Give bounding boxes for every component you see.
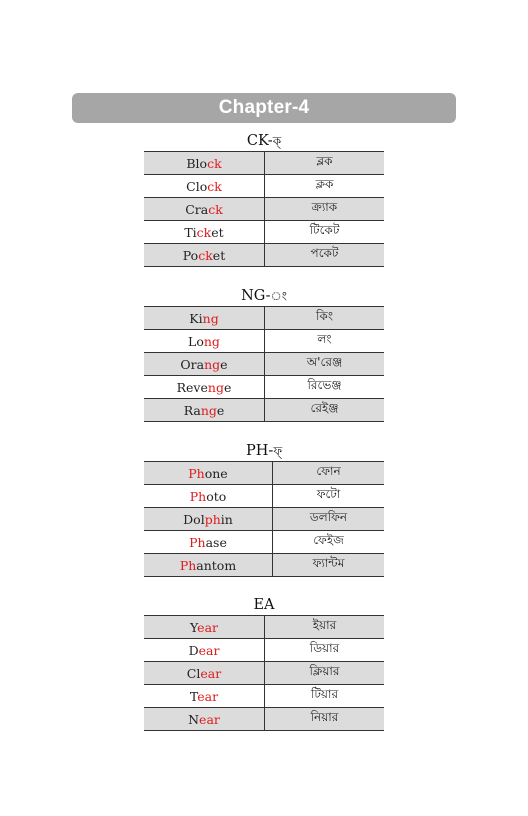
highlighted-letters: ck (207, 178, 222, 194)
bangla-pronunciation: ফ্যান্টম (273, 554, 385, 577)
bangla-pronunciation: ইয়ার (265, 616, 385, 639)
highlighted-letters: ng (203, 333, 220, 349)
bangla-pronunciation: কিং (265, 307, 385, 330)
table-row (144, 330, 384, 353)
highlighted-letters: Ph (188, 465, 205, 481)
word-part: Reve (176, 379, 208, 395)
word-part: D (188, 642, 199, 658)
word-part: Clo (186, 178, 208, 194)
section-ng (144, 286, 384, 422)
table-row (144, 152, 384, 175)
word-part: Dol (183, 511, 205, 527)
table-row (144, 462, 384, 485)
highlighted-letters: ear (197, 688, 219, 704)
section-title (144, 595, 384, 615)
bangla-pronunciation: ক্লিয়ার (265, 662, 385, 685)
chapter-title: Chapter-4 (218, 97, 310, 118)
section-title-en: EA (253, 597, 275, 613)
highlighted-letters: Ph (179, 557, 197, 573)
word-table (144, 151, 384, 267)
table-row (144, 244, 384, 267)
bangla-pronunciation: রিভেঞ্জ (265, 376, 385, 399)
table-row (144, 307, 384, 330)
word-table (144, 615, 384, 731)
table-row (144, 685, 384, 708)
word-part: e (223, 379, 232, 395)
section-title-en: NG- (241, 288, 271, 304)
table-row (144, 485, 384, 508)
table-row (144, 198, 384, 221)
highlighted-letters: ph (204, 511, 221, 527)
word-part: Ti (184, 224, 197, 240)
section-title (144, 441, 384, 461)
highlighted-letters: Ph (189, 534, 206, 550)
table-row (144, 639, 384, 662)
chapter-header-bar (72, 93, 456, 123)
section-ph (144, 441, 384, 577)
word-part: Cra (185, 201, 209, 217)
table-row (144, 708, 384, 731)
section-ea (144, 595, 384, 731)
table-row (144, 175, 384, 198)
highlighted-letters: ng (204, 356, 221, 372)
bangla-pronunciation: লং (265, 330, 385, 353)
word-part: Ra (183, 402, 201, 418)
word-part: N (188, 711, 200, 727)
word-part: one (204, 465, 228, 481)
word-table (144, 306, 384, 422)
word-part: in (220, 511, 233, 527)
word-part: Y (190, 619, 198, 635)
highlighted-letters: ear (197, 619, 218, 635)
word-part: oto (206, 488, 227, 504)
section-title-bn: ং (270, 289, 287, 303)
bangla-pronunciation: পকেট (265, 244, 385, 267)
table-row (144, 376, 384, 399)
highlighted-letters: ng (200, 402, 217, 418)
bangla-pronunciation: অ'রেঞ্জ (265, 353, 385, 376)
highlighted-letters: ear (200, 665, 222, 681)
word-part: e (220, 356, 228, 372)
table-row (144, 616, 384, 639)
highlighted-letters: ck (208, 201, 223, 217)
word-part: Lo (188, 333, 204, 349)
table-row (144, 221, 384, 244)
section-title-bn: ফ্ (273, 444, 282, 458)
highlighted-letters: ck (207, 155, 222, 171)
word-part: Blo (186, 155, 208, 171)
word-part: et (212, 247, 226, 263)
word-part: Cl (186, 665, 201, 681)
bangla-pronunciation: ক্র্যাক (265, 198, 385, 221)
bangla-pronunciation: ডলফিন (273, 508, 385, 531)
highlighted-letters: ear (199, 711, 220, 727)
highlighted-letters: Ph (189, 488, 207, 504)
bangla-pronunciation: ফোন (273, 462, 385, 485)
highlighted-letters: ng (202, 310, 219, 326)
bangla-pronunciation: ফেইজ (273, 531, 385, 554)
highlighted-letters: ear (198, 642, 220, 658)
table-row (144, 399, 384, 422)
section-title-bn: ক্ (272, 134, 282, 148)
word-part: T (189, 688, 198, 704)
section-ck (144, 131, 384, 267)
word-part: et (211, 224, 224, 240)
word-part: Ki (189, 310, 203, 326)
word-part: Po (182, 247, 199, 263)
section-title (144, 131, 384, 151)
highlighted-letters: ck (196, 224, 212, 240)
section-title-en: PH- (246, 443, 274, 459)
highlighted-letters: ng (207, 379, 224, 395)
bangla-pronunciation: টিকেট (265, 221, 385, 244)
table-row (144, 554, 384, 577)
table-row (144, 353, 384, 376)
bangla-pronunciation: রেইঞ্জ (265, 399, 385, 422)
word-part: Ora (180, 356, 205, 372)
table-row (144, 662, 384, 685)
bangla-pronunciation: ফটো (273, 485, 385, 508)
bangla-pronunciation: ব্লক (265, 152, 385, 175)
word-part: e (216, 402, 225, 418)
section-title-en: CK- (246, 133, 273, 149)
bangla-pronunciation: ক্লক (265, 175, 385, 198)
table-row (144, 508, 384, 531)
bangla-pronunciation: নিয়ার (265, 708, 385, 731)
section-title (144, 286, 384, 306)
highlighted-letters: ck (198, 247, 213, 263)
table-row (144, 531, 384, 554)
word-part: antom (196, 557, 237, 573)
word-table (144, 461, 384, 577)
bangla-pronunciation: ডিয়ার (265, 639, 385, 662)
bangla-pronunciation: টিয়ার (265, 685, 385, 708)
word-part: ase (205, 534, 227, 550)
